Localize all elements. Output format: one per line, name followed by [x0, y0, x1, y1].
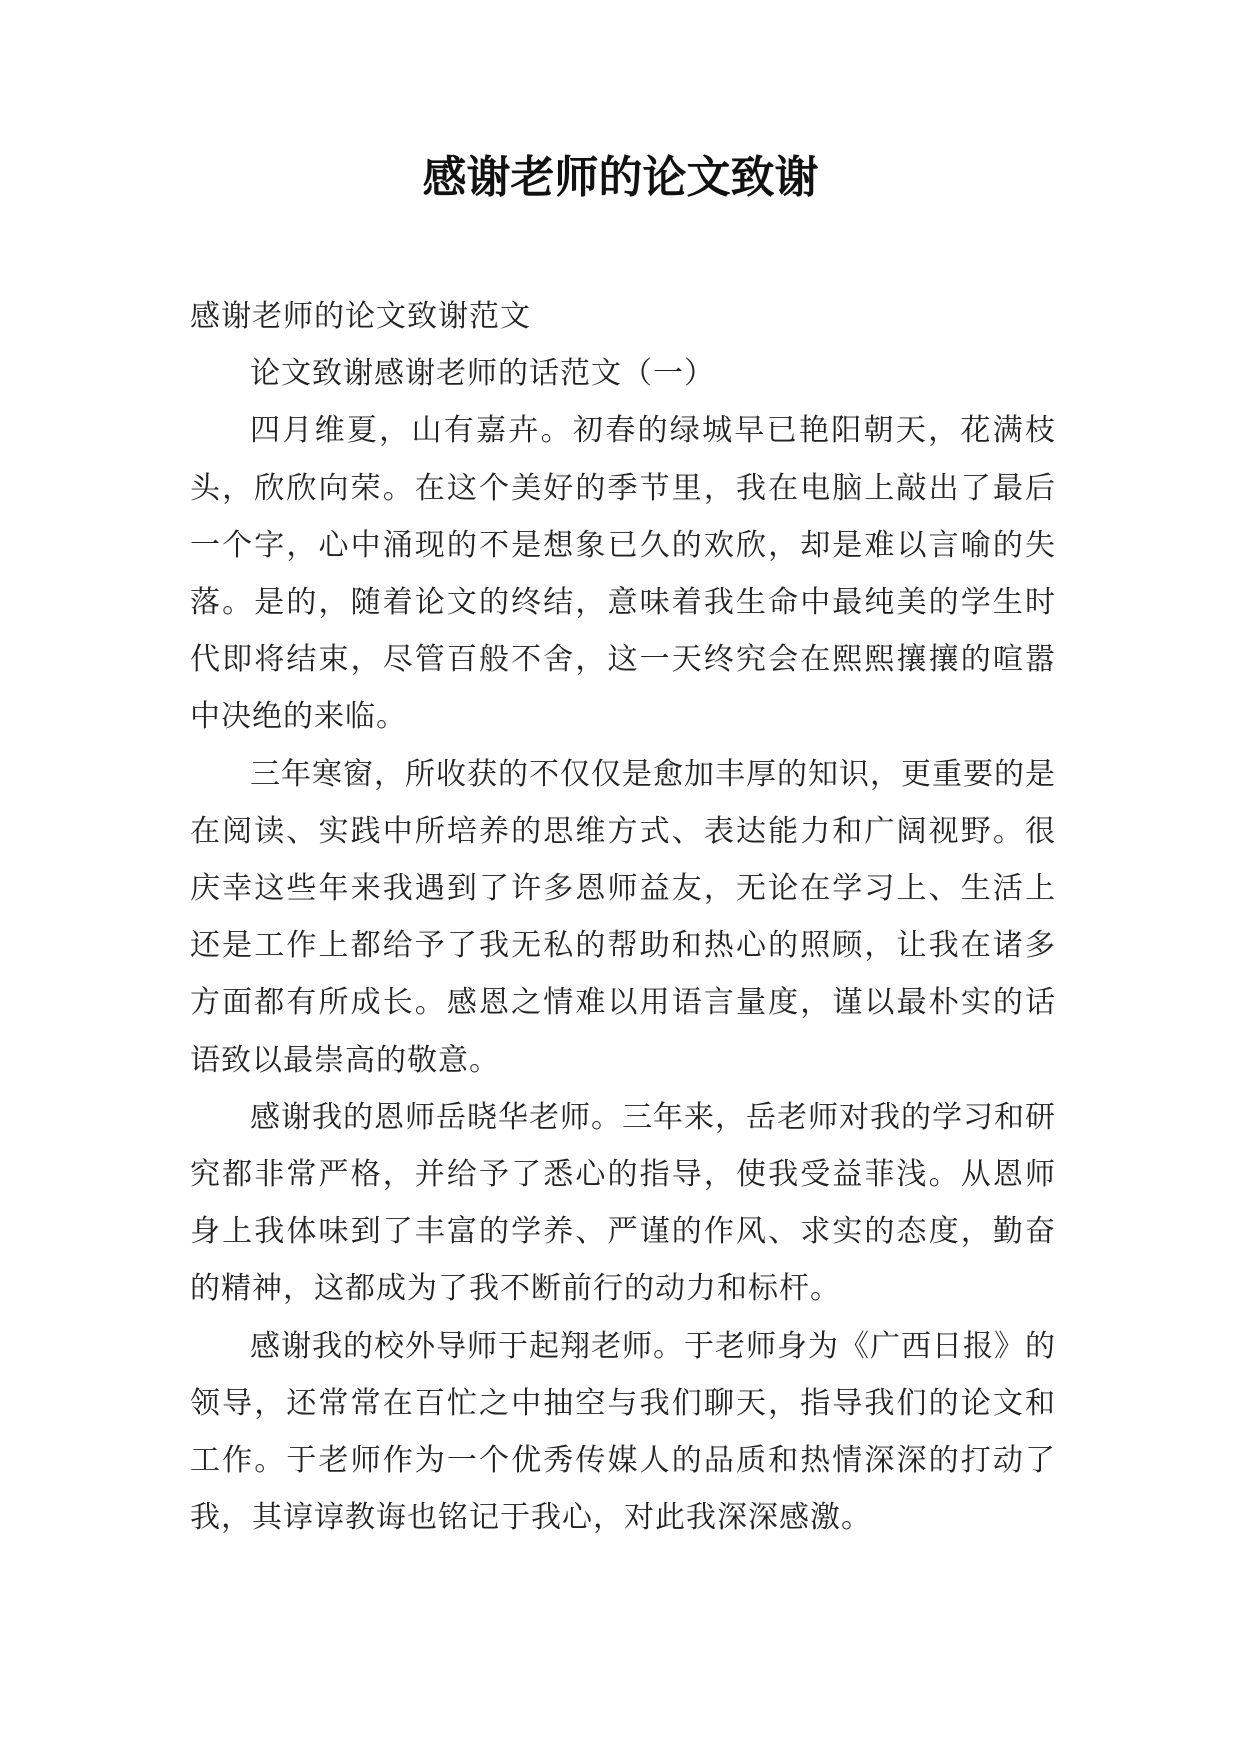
- section-heading: 论文致谢感谢老师的话范文（一）: [250, 356, 715, 392]
- body-paragraph: 四月维夏，山有嘉卉。初春的绿城早已艳阳朝天，花满枝头，欣欣向荣。在这个美好的季节里，我在电脑上敲出了最后一个字，心中涌现的不是想象已久的欢欣，却是难以言喻的失落。是的，随着论文的终结，意味着我生命中最纯美的学生时代即将结束，尽管百般不舍，这一天终究会在熙熙攘攘的喧嚣中决绝的来临。: [190, 413, 1056, 735]
- body-paragraph: 三年寒窗，所收获的不仅仅是愈加丰厚的知识，更重要的是在阅读、实践中所培养的思维方式、表达能力和广阔视野。很庆幸这些年来我遇到了许多恩师益友，无论在学习上、生活上还是工作上都给予了我无私的帮助和热心的照顾，让我在诸多方面都有所成长。感恩之情难以用语言量度，谨以最朴实的话语致以最崇高的敬意。: [190, 756, 1056, 1078]
- document-subtitle: 感谢老师的论文致谢范文: [190, 299, 531, 334]
- body-paragraph: 感谢我的校外导师于起翔老师。于老师身为《广西日报》的领导，还常常在百忙之中抽空与我们聊天，指导我们的论文和工作。于老师作为一个优秀传媒人的品质和热情深深的打动了我，其谆谆教诲也铭记于我心，对此我深深感激。: [190, 1328, 1056, 1536]
- document-body: [190, 288, 1056, 1546]
- body-paragraph: 感谢我的恩师岳晓华老师。三年来，岳老师对我的学习和研究都非常严格，并给予了悉心的指导，使我受益菲浅。从恩师身上我体味到了丰富的学养、严谨的作风、求实的态度，勤奋的精神，这都成为了我不断前行的动力和标杆。: [190, 1099, 1056, 1307]
- document-title: 感谢老师的论文致谢: [422, 152, 819, 203]
